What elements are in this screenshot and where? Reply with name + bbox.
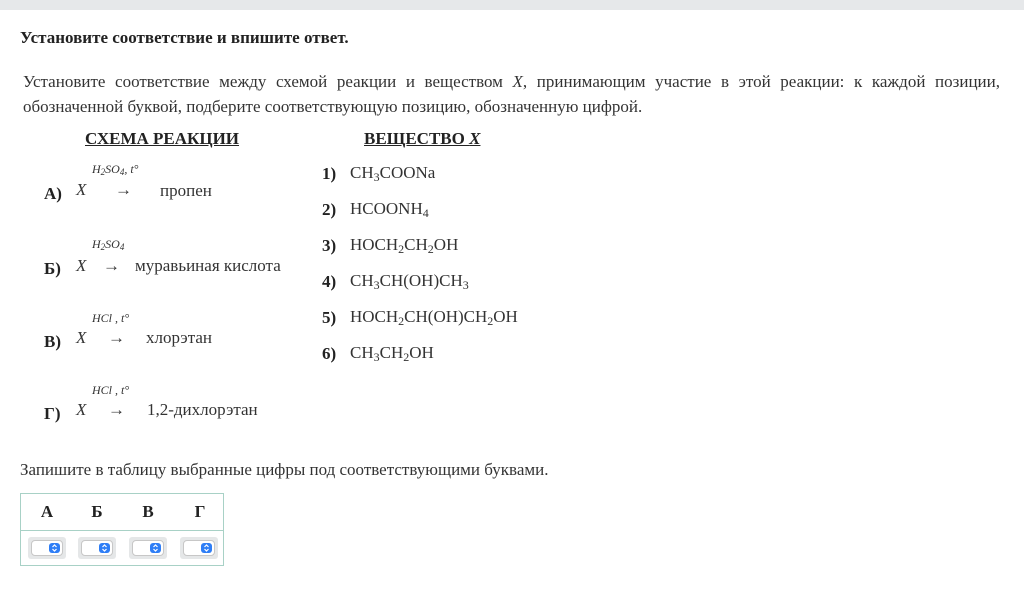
substance-1-formula: $CH_3COONa$: [350, 163, 436, 184]
substance-3-formula: $HOCH_2CH_2OH$: [350, 235, 459, 256]
substance-2-number: 2): [322, 200, 337, 219]
reaction-c-condition: HCl , t°: [92, 311, 130, 325]
top-bar: [0, 0, 1024, 10]
substance-4-number: 4): [322, 272, 337, 291]
answer-instruction: Запишите в таблицу выбранные цифры под соответствующими буквами.: [20, 460, 549, 479]
answer-select-c-field[interactable]: [132, 540, 164, 556]
answer-select-d[interactable]: [180, 537, 218, 559]
reaction-c-arrow: →: [108, 328, 125, 347]
answer-select-d-field[interactable]: [183, 540, 215, 556]
substance-2-formula: $HCOONH_4$: [350, 199, 429, 220]
reaction-a-reactant: X: [76, 180, 87, 199]
reaction-d-arrow: →: [108, 400, 125, 419]
answer-table: [20, 493, 224, 566]
reaction-a-arrow: →: [115, 180, 132, 199]
chevron-updown-icon: [150, 543, 161, 553]
substance-header-text: ВЕЩЕСТВО: [364, 129, 470, 148]
reaction-c-letter: В): [44, 332, 61, 351]
reaction-a-condition: $H_2SO_4$, t°: [92, 162, 139, 177]
chevron-updown-icon: [201, 543, 212, 553]
task-instruction: [23, 69, 1000, 119]
answer-select-b[interactable]: [78, 537, 116, 559]
reaction-b-condition: $H_2SO_4$: [92, 237, 125, 252]
instruction-text-2: , принимающим участие в этой реакции: к каждой позиции, обозначенной буквой, подберите соответствующую позицию, обозначенную цифрой.: [23, 72, 1000, 116]
substance-header: [364, 129, 480, 149]
answer-select-c[interactable]: [129, 537, 167, 559]
reaction-b-arrow: →: [103, 256, 120, 275]
answer-col-a: А: [40, 502, 54, 521]
answer-col-c: В: [142, 502, 154, 521]
reaction-d-reactant: X: [76, 400, 87, 419]
substance-1-number: 1): [322, 164, 337, 183]
substance-5-formula: $HOCH_2CH(OH)CH_2OH$: [350, 307, 518, 328]
reaction-a-product: пропен: [160, 181, 212, 200]
reaction-a-letter: А): [44, 184, 62, 203]
reaction-b-reactant: X: [76, 256, 87, 275]
answer-select-b-field[interactable]: [81, 540, 113, 556]
reaction-c-product: хлорэтан: [146, 328, 212, 347]
answer-col-b: Б: [91, 502, 103, 521]
answer-select-a-field[interactable]: [31, 540, 63, 556]
substance-6-number: 6): [322, 344, 337, 363]
task-title: Установите соответствие и впишите ответ.: [20, 28, 349, 47]
reaction-d-product: 1,2-дихлорэтан: [147, 400, 258, 419]
chevron-updown-icon: [49, 543, 60, 553]
substance-header-var: X: [469, 129, 481, 148]
answer-table-header: [21, 494, 223, 531]
scheme-header: СХЕМА РЕАКЦИИ: [85, 129, 240, 148]
reaction-c-reactant: X: [76, 328, 87, 347]
answer-col-d: Г: [194, 502, 206, 521]
substance-4-formula: $CH_3CH(OH)CH_3$: [350, 271, 469, 292]
chevron-updown-icon: [99, 543, 110, 553]
substance-6-formula: $CH_3CH_2OH$: [350, 343, 434, 364]
answer-select-a[interactable]: [28, 537, 66, 559]
instruction-text-1: Установите соответствие между схемой реакции и веществом: [23, 72, 513, 91]
instruction-var: X: [512, 72, 523, 91]
substance-5-number: 5): [322, 308, 337, 327]
reaction-b-letter: Б): [44, 259, 61, 278]
substance-3-number: 3): [322, 236, 337, 255]
reaction-d-letter: Г): [44, 404, 61, 423]
reaction-b-product: муравьиная кислота: [135, 256, 281, 275]
reaction-d-condition: HCl , t°: [92, 383, 130, 397]
